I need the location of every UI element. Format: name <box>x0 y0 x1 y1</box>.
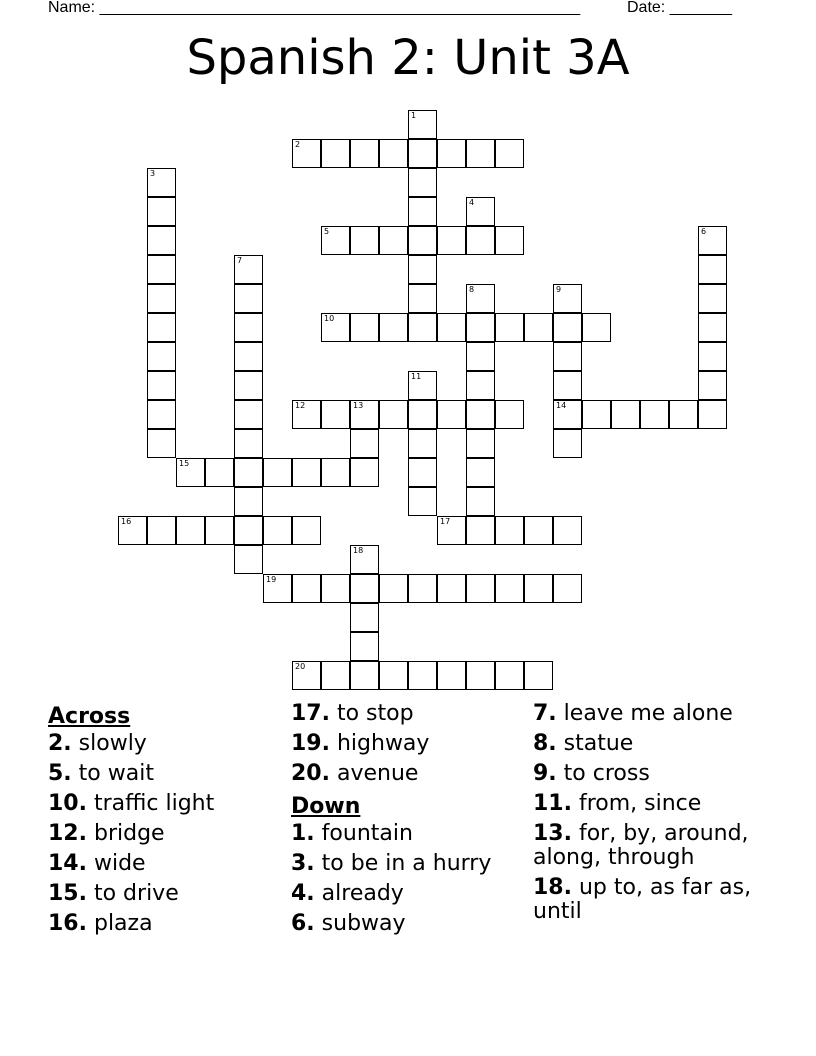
grid-cell[interactable] <box>234 429 263 458</box>
grid-cell[interactable] <box>466 429 495 458</box>
grid-cell[interactable] <box>176 458 205 487</box>
clue-column-1 <box>48 702 278 942</box>
clue-number: 1. <box>291 821 315 846</box>
clue-number: 10. <box>48 791 87 816</box>
grid-cell[interactable] <box>321 574 350 603</box>
page-title: Spanish 2: Unit 3A <box>186 30 630 86</box>
grid-cell[interactable] <box>350 226 379 255</box>
clue-text: statue <box>556 731 634 756</box>
grid-cell[interactable] <box>466 661 495 690</box>
grid-cell[interactable] <box>234 371 263 400</box>
cell-number: 6 <box>701 227 707 236</box>
clue-item <box>533 822 763 870</box>
clue-item <box>291 702 521 726</box>
cell-number: 2 <box>295 140 301 149</box>
grid-cell[interactable] <box>292 661 321 690</box>
grid-cell[interactable] <box>147 255 176 284</box>
clue-item <box>48 732 278 756</box>
grid-cell[interactable] <box>524 661 553 690</box>
grid-cell[interactable] <box>147 516 176 545</box>
grid-cell[interactable] <box>466 139 495 168</box>
grid-cell[interactable] <box>553 284 582 313</box>
grid-cell[interactable] <box>350 661 379 690</box>
grid-cell[interactable] <box>147 168 176 197</box>
grid-cell[interactable] <box>408 255 437 284</box>
grid-cell[interactable] <box>582 400 611 429</box>
clue-item <box>533 732 763 756</box>
down-heading: Down <box>291 794 361 819</box>
grid-cell[interactable] <box>292 574 321 603</box>
grid-cell[interactable] <box>408 226 437 255</box>
grid-cell[interactable] <box>408 574 437 603</box>
grid-cell[interactable] <box>234 313 263 342</box>
grid-cell[interactable] <box>205 516 234 545</box>
grid-cell[interactable] <box>698 313 727 342</box>
clue-text: highway <box>329 731 430 756</box>
cell-number: 15 <box>179 459 190 468</box>
across-heading: Across <box>48 704 131 729</box>
grid-cell[interactable] <box>408 661 437 690</box>
clue-item <box>48 822 278 846</box>
grid-cell[interactable] <box>176 516 205 545</box>
clue-number: 11. <box>533 791 572 816</box>
grid-cell[interactable] <box>321 226 350 255</box>
grid-cell[interactable] <box>408 313 437 342</box>
grid-cell[interactable] <box>495 516 524 545</box>
clue-item <box>291 822 521 846</box>
grid-cell[interactable] <box>408 371 437 400</box>
grid-cell[interactable] <box>350 603 379 632</box>
grid-cell[interactable] <box>350 632 379 661</box>
clue-text: traffic light <box>86 791 215 816</box>
grid-cell[interactable] <box>437 574 466 603</box>
grid-cell[interactable] <box>350 458 379 487</box>
grid-cell[interactable] <box>379 313 408 342</box>
clue-column-3 <box>533 702 763 930</box>
cell-number: 19 <box>266 575 277 584</box>
grid-cell[interactable] <box>553 429 582 458</box>
cell-number: 20 <box>295 662 306 671</box>
grid-cell[interactable] <box>553 400 582 429</box>
grid-cell[interactable] <box>321 313 350 342</box>
grid-cell[interactable] <box>698 400 727 429</box>
clue-text: subway <box>314 911 406 936</box>
grid-cell[interactable] <box>466 284 495 313</box>
clue-number: 16. <box>48 911 87 936</box>
grid-cell[interactable] <box>292 139 321 168</box>
grid-cell[interactable] <box>263 458 292 487</box>
clue-item <box>291 912 521 936</box>
grid-cell[interactable] <box>698 226 727 255</box>
clue-text: to be in a hurry <box>314 851 492 876</box>
clue-number: 6. <box>291 911 315 936</box>
grid-cell[interactable] <box>495 661 524 690</box>
grid-cell[interactable] <box>205 458 234 487</box>
clue-item <box>48 792 278 816</box>
grid-cell[interactable] <box>350 574 379 603</box>
grid-cell[interactable] <box>147 197 176 226</box>
grid-cell[interactable] <box>466 226 495 255</box>
grid-cell[interactable] <box>698 371 727 400</box>
clue-number: 19. <box>291 731 330 756</box>
cell-number: 8 <box>469 285 475 294</box>
grid-cell[interactable] <box>495 139 524 168</box>
cell-number: 17 <box>440 517 451 526</box>
clue-column-2 <box>291 702 521 942</box>
grid-cell[interactable] <box>147 429 176 458</box>
clue-item <box>48 912 278 936</box>
grid-cell[interactable] <box>379 661 408 690</box>
grid-cell[interactable] <box>147 371 176 400</box>
grid-cell[interactable] <box>466 400 495 429</box>
grid-cell[interactable] <box>147 284 176 313</box>
clue-text: up to, as far as, until <box>533 875 752 924</box>
cell-number: 11 <box>411 372 422 381</box>
clue-item <box>48 852 278 876</box>
cell-number: 7 <box>237 256 243 265</box>
grid-cell[interactable] <box>553 342 582 371</box>
cell-number: 1 <box>411 111 417 120</box>
grid-cell[interactable] <box>437 516 466 545</box>
grid-cell[interactable] <box>466 458 495 487</box>
cell-number: 14 <box>556 401 567 410</box>
grid-cell[interactable] <box>234 516 263 545</box>
grid-cell[interactable] <box>466 313 495 342</box>
clue-item <box>48 882 278 906</box>
grid-cell[interactable] <box>263 516 292 545</box>
grid-cell[interactable] <box>350 313 379 342</box>
grid-cell[interactable] <box>321 458 350 487</box>
cell-number: 10 <box>324 314 335 323</box>
grid-cell[interactable] <box>466 371 495 400</box>
grid-cell[interactable] <box>321 400 350 429</box>
clue-number: 20. <box>291 761 330 786</box>
grid-cell[interactable] <box>234 342 263 371</box>
grid-cell[interactable] <box>379 574 408 603</box>
clue-number: 7. <box>533 701 557 726</box>
clue-number: 2. <box>48 731 72 756</box>
grid-cell[interactable] <box>698 284 727 313</box>
cell-number: 13 <box>353 401 364 410</box>
clue-text: avenue <box>329 761 419 786</box>
grid-cell[interactable] <box>437 400 466 429</box>
cell-number: 5 <box>324 227 330 236</box>
clue-number: 17. <box>291 701 330 726</box>
grid-cell[interactable] <box>495 400 524 429</box>
grid-cell[interactable] <box>292 400 321 429</box>
grid-cell[interactable] <box>350 400 379 429</box>
clue-item <box>291 882 521 906</box>
grid-cell[interactable] <box>147 342 176 371</box>
grid-cell[interactable] <box>292 516 321 545</box>
clue-item <box>533 762 763 786</box>
grid-cell[interactable] <box>147 313 176 342</box>
clue-item <box>48 762 278 786</box>
grid-cell[interactable] <box>582 313 611 342</box>
grid-cell[interactable] <box>437 226 466 255</box>
clue-item <box>533 792 763 816</box>
grid-cell[interactable] <box>234 545 263 574</box>
clue-text: leave me alone <box>556 701 733 726</box>
clue-number: 12. <box>48 821 87 846</box>
grid-cell[interactable] <box>350 545 379 574</box>
grid-cell[interactable] <box>408 168 437 197</box>
grid-cell[interactable] <box>408 139 437 168</box>
grid-cell[interactable] <box>379 139 408 168</box>
grid-cell[interactable] <box>611 400 640 429</box>
grid-cell[interactable] <box>234 400 263 429</box>
clue-number: 14. <box>48 851 87 876</box>
grid-cell[interactable] <box>321 139 350 168</box>
clue-text: to cross <box>556 761 650 786</box>
clue-item <box>533 876 763 924</box>
grid-cell[interactable] <box>408 400 437 429</box>
clue-number: 15. <box>48 881 87 906</box>
grid-cell[interactable] <box>640 400 669 429</box>
grid-cell[interactable] <box>350 139 379 168</box>
grid-cell[interactable] <box>553 516 582 545</box>
cell-number: 9 <box>556 285 562 294</box>
clue-item <box>291 762 521 786</box>
grid-cell[interactable] <box>495 226 524 255</box>
grid-cell[interactable] <box>466 487 495 516</box>
grid-cell[interactable] <box>524 516 553 545</box>
grid-cell[interactable] <box>669 400 698 429</box>
grid-cell[interactable] <box>524 313 553 342</box>
cell-number: 4 <box>469 198 475 207</box>
grid-cell[interactable] <box>495 574 524 603</box>
grid-cell[interactable] <box>234 487 263 516</box>
clue-text: fountain <box>314 821 413 846</box>
grid-cell[interactable] <box>524 574 553 603</box>
clue-text: bridge <box>86 821 165 846</box>
cell-number: 18 <box>353 546 364 555</box>
grid-cell[interactable] <box>408 197 437 226</box>
clue-item <box>533 702 763 726</box>
grid-cell[interactable] <box>379 400 408 429</box>
grid-cell[interactable] <box>379 226 408 255</box>
grid-cell[interactable] <box>118 516 147 545</box>
grid-cell[interactable] <box>466 574 495 603</box>
cell-number: 16 <box>121 517 132 526</box>
clue-item <box>291 732 521 756</box>
clue-text: from, since <box>571 791 702 816</box>
grid-cell[interactable] <box>292 458 321 487</box>
clue-text: to wait <box>71 761 154 786</box>
clue-text: wide <box>86 851 146 876</box>
grid-cell[interactable] <box>698 255 727 284</box>
grid-cell[interactable] <box>466 342 495 371</box>
clue-text: to drive <box>86 881 179 906</box>
grid-cell[interactable] <box>147 400 176 429</box>
date-field-label[interactable]: Date: _______ <box>627 0 732 16</box>
grid-cell[interactable] <box>263 574 292 603</box>
clue-item <box>291 852 521 876</box>
grid-cell[interactable] <box>466 516 495 545</box>
grid-cell[interactable] <box>321 661 350 690</box>
grid-cell[interactable] <box>408 429 437 458</box>
clue-number: 4. <box>291 881 315 906</box>
cell-number: 12 <box>295 401 306 410</box>
grid-cell[interactable] <box>234 458 263 487</box>
grid-cell[interactable] <box>350 429 379 458</box>
grid-cell[interactable] <box>408 458 437 487</box>
grid-cell[interactable] <box>495 313 524 342</box>
clue-text: to stop <box>329 701 414 726</box>
grid-cell[interactable] <box>147 226 176 255</box>
grid-cell[interactable] <box>466 197 495 226</box>
clue-number: 13. <box>533 821 572 846</box>
grid-cell[interactable] <box>408 284 437 313</box>
grid-cell[interactable] <box>234 255 263 284</box>
clue-number: 9. <box>533 761 557 786</box>
clue-number: 3. <box>291 851 315 876</box>
clue-number: 5. <box>48 761 72 786</box>
clue-number: 8. <box>533 731 557 756</box>
grid-cell[interactable] <box>408 110 437 139</box>
clue-text: already <box>314 881 404 906</box>
cell-number: 3 <box>150 169 156 178</box>
grid-cell[interactable] <box>698 342 727 371</box>
grid-cell[interactable] <box>437 313 466 342</box>
grid-cell[interactable] <box>437 139 466 168</box>
clue-text: for, by, around, along, through <box>533 821 749 870</box>
grid-cell[interactable] <box>408 487 437 516</box>
grid-cell[interactable] <box>234 284 263 313</box>
grid-cell[interactable] <box>553 313 582 342</box>
grid-cell[interactable] <box>437 661 466 690</box>
clue-number: 18. <box>533 875 572 900</box>
clue-text: plaza <box>86 911 153 936</box>
name-field-label[interactable]: Name: ______________________________________________________ <box>48 0 581 16</box>
grid-cell[interactable] <box>553 574 582 603</box>
clue-text: slowly <box>71 731 147 756</box>
grid-cell[interactable] <box>553 371 582 400</box>
